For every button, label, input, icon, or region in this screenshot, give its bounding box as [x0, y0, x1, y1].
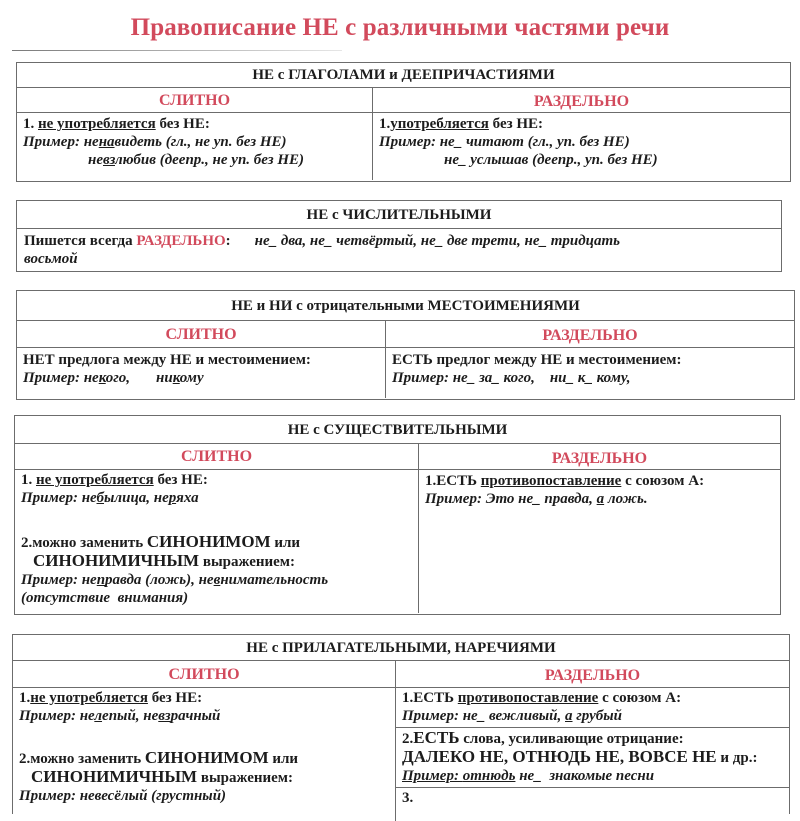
example-label: Пример:: [392, 370, 453, 386]
example-text: не_ два, не_ четвёртый, не_ две трети, не_ тридцать: [254, 233, 621, 249]
adjectives-razdelno-column: [395, 661, 789, 821]
rule-text: слова, усиливающие отрицание:: [459, 731, 684, 747]
rule-number: 1.: [21, 472, 36, 488]
razdelno-label: РАЗДЕЛЬНО: [373, 88, 790, 113]
adjectives-slitno-column: [13, 661, 395, 821]
example-word: ложь.: [604, 491, 648, 507]
example-label: Пример:: [23, 370, 84, 386]
razdelno-label: РАЗДЕЛЬНО: [386, 321, 794, 348]
pronouns-heading: НЕ и НИ с отрицательными МЕСТОИМЕНИЯМИ: [17, 291, 794, 321]
rule-emphasis: СИНОНИМОМ: [144, 748, 269, 767]
rule-underlined: противопоставление: [480, 473, 622, 489]
example-word: не: [153, 490, 169, 506]
rule-text: с союзом А:: [598, 690, 682, 706]
example-word: яха: [176, 490, 199, 506]
rule-underlined: употребляется: [390, 116, 489, 132]
example-word-underlined: р: [168, 490, 177, 506]
example-word-underlined: а: [565, 708, 573, 724]
example-label: Пример:: [19, 708, 80, 724]
example-word: не: [81, 490, 97, 506]
rule-text: можно заменить: [32, 535, 147, 551]
example-word-underlined: к: [98, 370, 106, 386]
slitno-label: СЛИТНО: [17, 88, 372, 113]
example-word-underlined: вз: [158, 708, 171, 724]
pronouns-razdelno-column: [385, 321, 794, 398]
nouns-razdelno-column: [418, 444, 780, 613]
rule-emphasis: СИНОНИМОМ: [146, 532, 271, 551]
verbs-block: [16, 62, 791, 182]
adjectives-heading: НЕ с ПРИЛАГАТЕЛЬНЫМИ, НАРЕЧИЯМИ: [13, 635, 789, 661]
example-text-continued: (отсутствие внимания): [21, 590, 189, 606]
rule-text: ЕСТЬ: [436, 473, 481, 489]
example-word-underlined: вз: [103, 152, 115, 168]
pronouns-slitno-column: [17, 321, 385, 398]
nouns-slitno-column: [15, 444, 418, 613]
rule-underlined: не употребляется: [36, 472, 154, 488]
example-label: Пример:: [23, 134, 84, 150]
rule-text: можно заменить: [30, 751, 145, 767]
example-word: не: [198, 572, 214, 588]
example-label: Пример:: [21, 490, 82, 506]
example-word-underlined: п: [96, 572, 106, 588]
rule-text: или: [270, 535, 301, 551]
example-word: ого,: [105, 370, 131, 386]
example-word: видеть (гл., не уп. без НЕ): [114, 134, 287, 150]
rule-emphasis: ЕСТЬ: [413, 728, 460, 747]
rule-text: Пишется всегда: [24, 233, 137, 249]
rule-number: 1.: [23, 116, 38, 132]
example-word: не: [83, 134, 99, 150]
rule-text: без НЕ:: [147, 690, 203, 706]
rule-text: выражением:: [199, 554, 296, 570]
rule-text: ЕСТЬ предлог между НЕ и местоимением:: [392, 352, 682, 368]
example-word: нимательность: [220, 572, 329, 588]
rule-text: или: [268, 751, 299, 767]
verbs-razdelno-column: [372, 88, 790, 180]
adjectives-razdelno-rule-2: [396, 727, 789, 787]
rule-number: 1.: [379, 116, 391, 132]
rule-text: выражением:: [197, 770, 294, 786]
example-word-underlined: на: [98, 134, 115, 150]
rule-text: без НЕ:: [155, 116, 210, 132]
rule-text: НЕТ предлога между НЕ и местоимением:: [23, 352, 311, 368]
verbs-slitno-column: [17, 88, 372, 180]
rule-emphasis: СИНОНИМИЧНЫМ: [33, 551, 200, 570]
rule-number: 2.: [19, 751, 31, 767]
rule-underlined: не употребляется: [30, 690, 148, 706]
slitno-label: СЛИТНО: [15, 444, 418, 470]
example-word: не_ знакомые песни: [515, 768, 655, 784]
example-word: любив (деепр., не уп. без НЕ): [114, 152, 305, 168]
rule-number: 2.: [402, 731, 414, 747]
example-word: не: [83, 370, 99, 386]
rule-underlined: не употребляется: [38, 116, 156, 132]
example-word: не: [79, 708, 95, 724]
example-word: равда (ложь),: [105, 572, 199, 588]
example-text-continued: восьмой: [24, 251, 78, 267]
example-word: грубый: [572, 708, 622, 724]
razdelno-label: РАЗДЕЛЬНО: [396, 661, 789, 688]
rule-text: ЕСТЬ: [413, 690, 458, 706]
rule-emphasis: СИНОНИМИЧНЫМ: [31, 767, 198, 786]
example-label: Пример:: [21, 572, 82, 588]
example-word-underlined: л: [94, 708, 103, 724]
example-word: ому: [179, 370, 204, 386]
numerals-heading: НЕ с ЧИСЛИТЕЛЬНЫМИ: [17, 201, 781, 229]
example-word: не: [143, 708, 159, 724]
rule-text: и др.:: [716, 750, 758, 766]
rule-text: с союзом А:: [621, 473, 705, 489]
numerals-block: [16, 200, 782, 272]
razdelno-label: РАЗДЕЛЬНО: [419, 444, 780, 470]
rule-text: без НЕ:: [488, 116, 544, 132]
nouns-block: [14, 415, 781, 615]
rule-text: без НЕ:: [153, 472, 208, 488]
example-word: епый,: [102, 708, 144, 724]
example-text: Пример: невесёлый (грустный): [19, 788, 227, 804]
example-word-underlined: отнюдь: [462, 768, 516, 784]
example-text: не_ читают (гл., уп. без НЕ): [439, 134, 630, 150]
nouns-heading: НЕ с СУЩЕСТВИТЕЛЬНЫМИ: [15, 416, 780, 444]
example-label: Пример:: [379, 134, 440, 150]
example-word: не: [81, 572, 97, 588]
example-label: Пример:: [402, 768, 463, 784]
verbs-heading: НЕ с ГЛАГОЛАМИ и ДЕЕПРИЧАСТИЯМИ: [17, 63, 790, 88]
slitno-label: СЛИТНО: [17, 321, 385, 348]
example-word-underlined: к: [172, 370, 180, 386]
slitno-label: СЛИТНО: [13, 661, 395, 688]
title-underline: [12, 50, 342, 51]
rule-number: 3.: [402, 790, 414, 806]
adjectives-block: [12, 634, 790, 814]
rule-number: 2.: [21, 535, 33, 551]
rule-number: 1.: [425, 473, 437, 489]
example-word: Это не_ правда,: [485, 491, 597, 507]
example-label: Пример:: [425, 491, 486, 507]
example-word: рачный: [170, 708, 221, 724]
example-word: ни: [156, 370, 173, 386]
example-word: не: [88, 152, 103, 168]
rule-colon: :: [225, 233, 231, 249]
example-label: Пример:: [402, 708, 463, 724]
example-word-underlined: а: [596, 491, 605, 507]
adjectives-razdelno-rule-3: [396, 787, 789, 807]
example-text: не_ за_ кого, ни_ к_ кому,: [452, 370, 631, 386]
example-word: не_ вежливый,: [462, 708, 566, 724]
page-title: Правописание НЕ с различными частями речи: [130, 14, 670, 41]
example-word: ылица,: [104, 490, 154, 506]
rule-number: 1.: [402, 690, 414, 706]
razdelno-highlight: РАЗДЕЛЬНО: [136, 233, 226, 249]
pronouns-block: [16, 290, 795, 400]
intensifier-words: ДАЛЕКО НЕ, ОТНЮДЬ НЕ, ВОВСЕ НЕ: [402, 747, 717, 766]
example-word-underlined: в: [213, 572, 221, 588]
example-word-underlined: б: [96, 490, 104, 506]
example-text: не_ услышав (деепр., уп. без НЕ): [444, 152, 658, 168]
rule-number: 1.: [19, 690, 31, 706]
rule-underlined: противопоставление: [457, 690, 599, 706]
